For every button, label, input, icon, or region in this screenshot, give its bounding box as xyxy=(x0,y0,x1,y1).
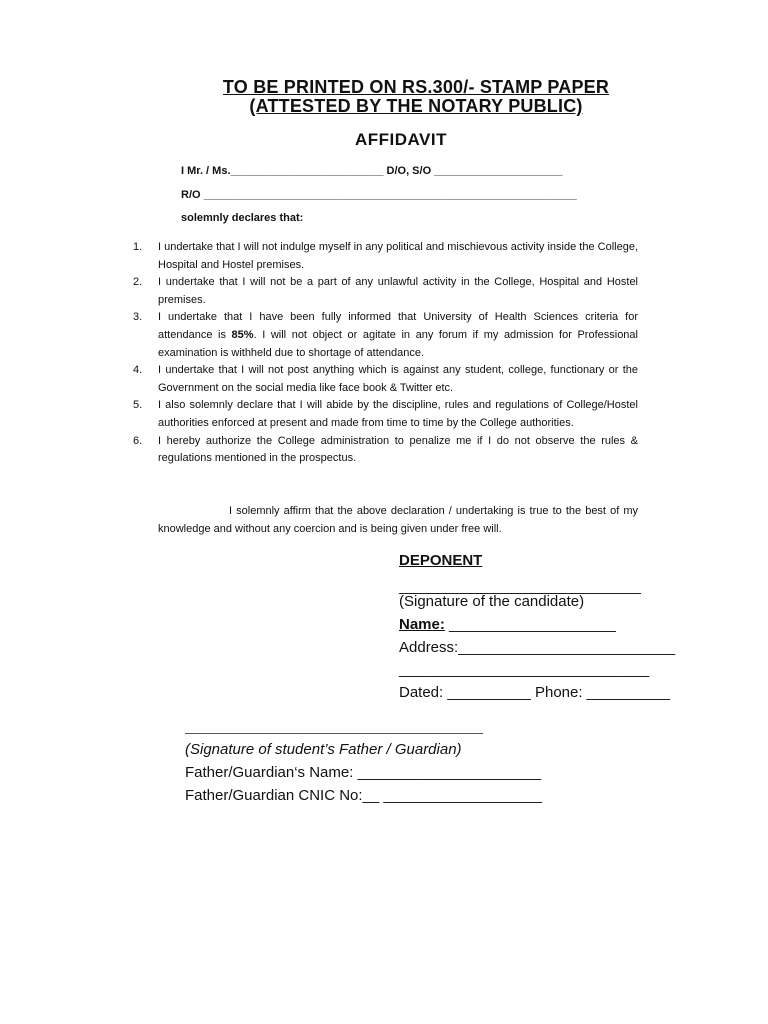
clause-number: 4. xyxy=(133,364,143,377)
clause-text: I undertake that I will not be a part of any unlawful activity in the College, Hospital and Hostel premises. xyxy=(158,276,638,306)
clause-text: I undertake that I will not post anything which is against any student, college, functionary or the Government on the social media like face book & Twitter etc. xyxy=(158,364,638,394)
clause-text: I undertake that I will not indulge myself in any political and mischievous activity inside the College, Hospital and Hostel premises. xyxy=(158,241,638,271)
list-item xyxy=(133,239,638,274)
stamp-paper-heading: TO BE PRINTED ON RS.300/- STAMP PAPER xyxy=(222,77,610,97)
declares-text: solemnly declares that: xyxy=(181,212,304,224)
guardian-name-field xyxy=(185,764,541,781)
dated-blank: __________ xyxy=(443,684,535,701)
undertakings-list xyxy=(133,239,638,468)
dated-label: Dated: xyxy=(399,684,444,701)
residence-line: R/O _____________________________________________________________ xyxy=(181,189,577,201)
clause-number: 2. xyxy=(133,276,143,289)
name-blank: ____________________ xyxy=(444,616,616,633)
clause-number: 5. xyxy=(133,399,143,412)
list-item xyxy=(133,309,638,362)
clause-text: I also solemnly declare that I will abide by the discipline, rules and regulations of College/Hostel authorities enforced at present and made from time to time by the College authorities. xyxy=(158,399,638,429)
affirmation-paragraph: I solemnly affirm that the above declaration / undertaking is true to the best of my knowledge and without any coercion and is being given under free will. xyxy=(158,505,638,535)
clause-text: I hereby authorize the College administration to penalize me if I do not observe the rules & regulations mentioned in the prospectus. xyxy=(158,434,638,465)
phone-label: Phone: xyxy=(534,684,583,701)
clause-text-part: I undertake that I have been fully informed that University of Health Sciences criteria for attendance is xyxy=(158,311,638,341)
notary-heading: (ATTESTED BY THE NOTARY PUBLIC) xyxy=(249,96,583,116)
clause-text xyxy=(158,311,638,358)
clause-text-part: . I will not object or agitate in any forum if my admission for Professional examination is withheld due to shortage of attendance. xyxy=(158,328,638,359)
clause-number: 3. xyxy=(133,311,143,324)
address-continuation-line: ______________________________ xyxy=(399,661,650,678)
phone-blank: __________ xyxy=(582,684,671,701)
candidate-signature-label: (Signature of the candidate) xyxy=(399,593,585,610)
affidavit-title: AFFIDAVIT xyxy=(354,130,447,149)
guardian-signature-label: (Signature of student’s Father / Guardian) xyxy=(185,741,462,758)
clause-number: 6. xyxy=(133,434,143,447)
guardian-cnic-blank: __ ___________________ xyxy=(362,787,542,804)
guardian-cnic-label: Father/Guardian CNIC No: xyxy=(185,787,363,804)
date-phone-field xyxy=(399,684,670,701)
list-item xyxy=(133,274,638,309)
attendance-percentage: 85% xyxy=(231,328,254,341)
list-item xyxy=(133,362,638,397)
list-item xyxy=(133,397,638,432)
candidate-name-field xyxy=(399,616,616,633)
name-label: Name: xyxy=(399,616,445,633)
guardian-name-blank: ______________________ xyxy=(353,764,542,781)
guardian-signature-line xyxy=(185,733,483,734)
list-item xyxy=(133,433,638,468)
guardian-name-label: Father/Guardian‘s Name: xyxy=(185,764,354,781)
name-parentage-line: I Mr. / Ms._________________________ D/O, S/O _____________________ xyxy=(181,165,563,177)
candidate-address-field: Address:__________________________ xyxy=(399,639,676,656)
deponent-heading: DEPONENT xyxy=(399,552,483,569)
candidate-signature-line: _____________________________ xyxy=(399,578,641,595)
guardian-cnic-field xyxy=(185,787,542,804)
clause-number: 1. xyxy=(133,241,143,253)
